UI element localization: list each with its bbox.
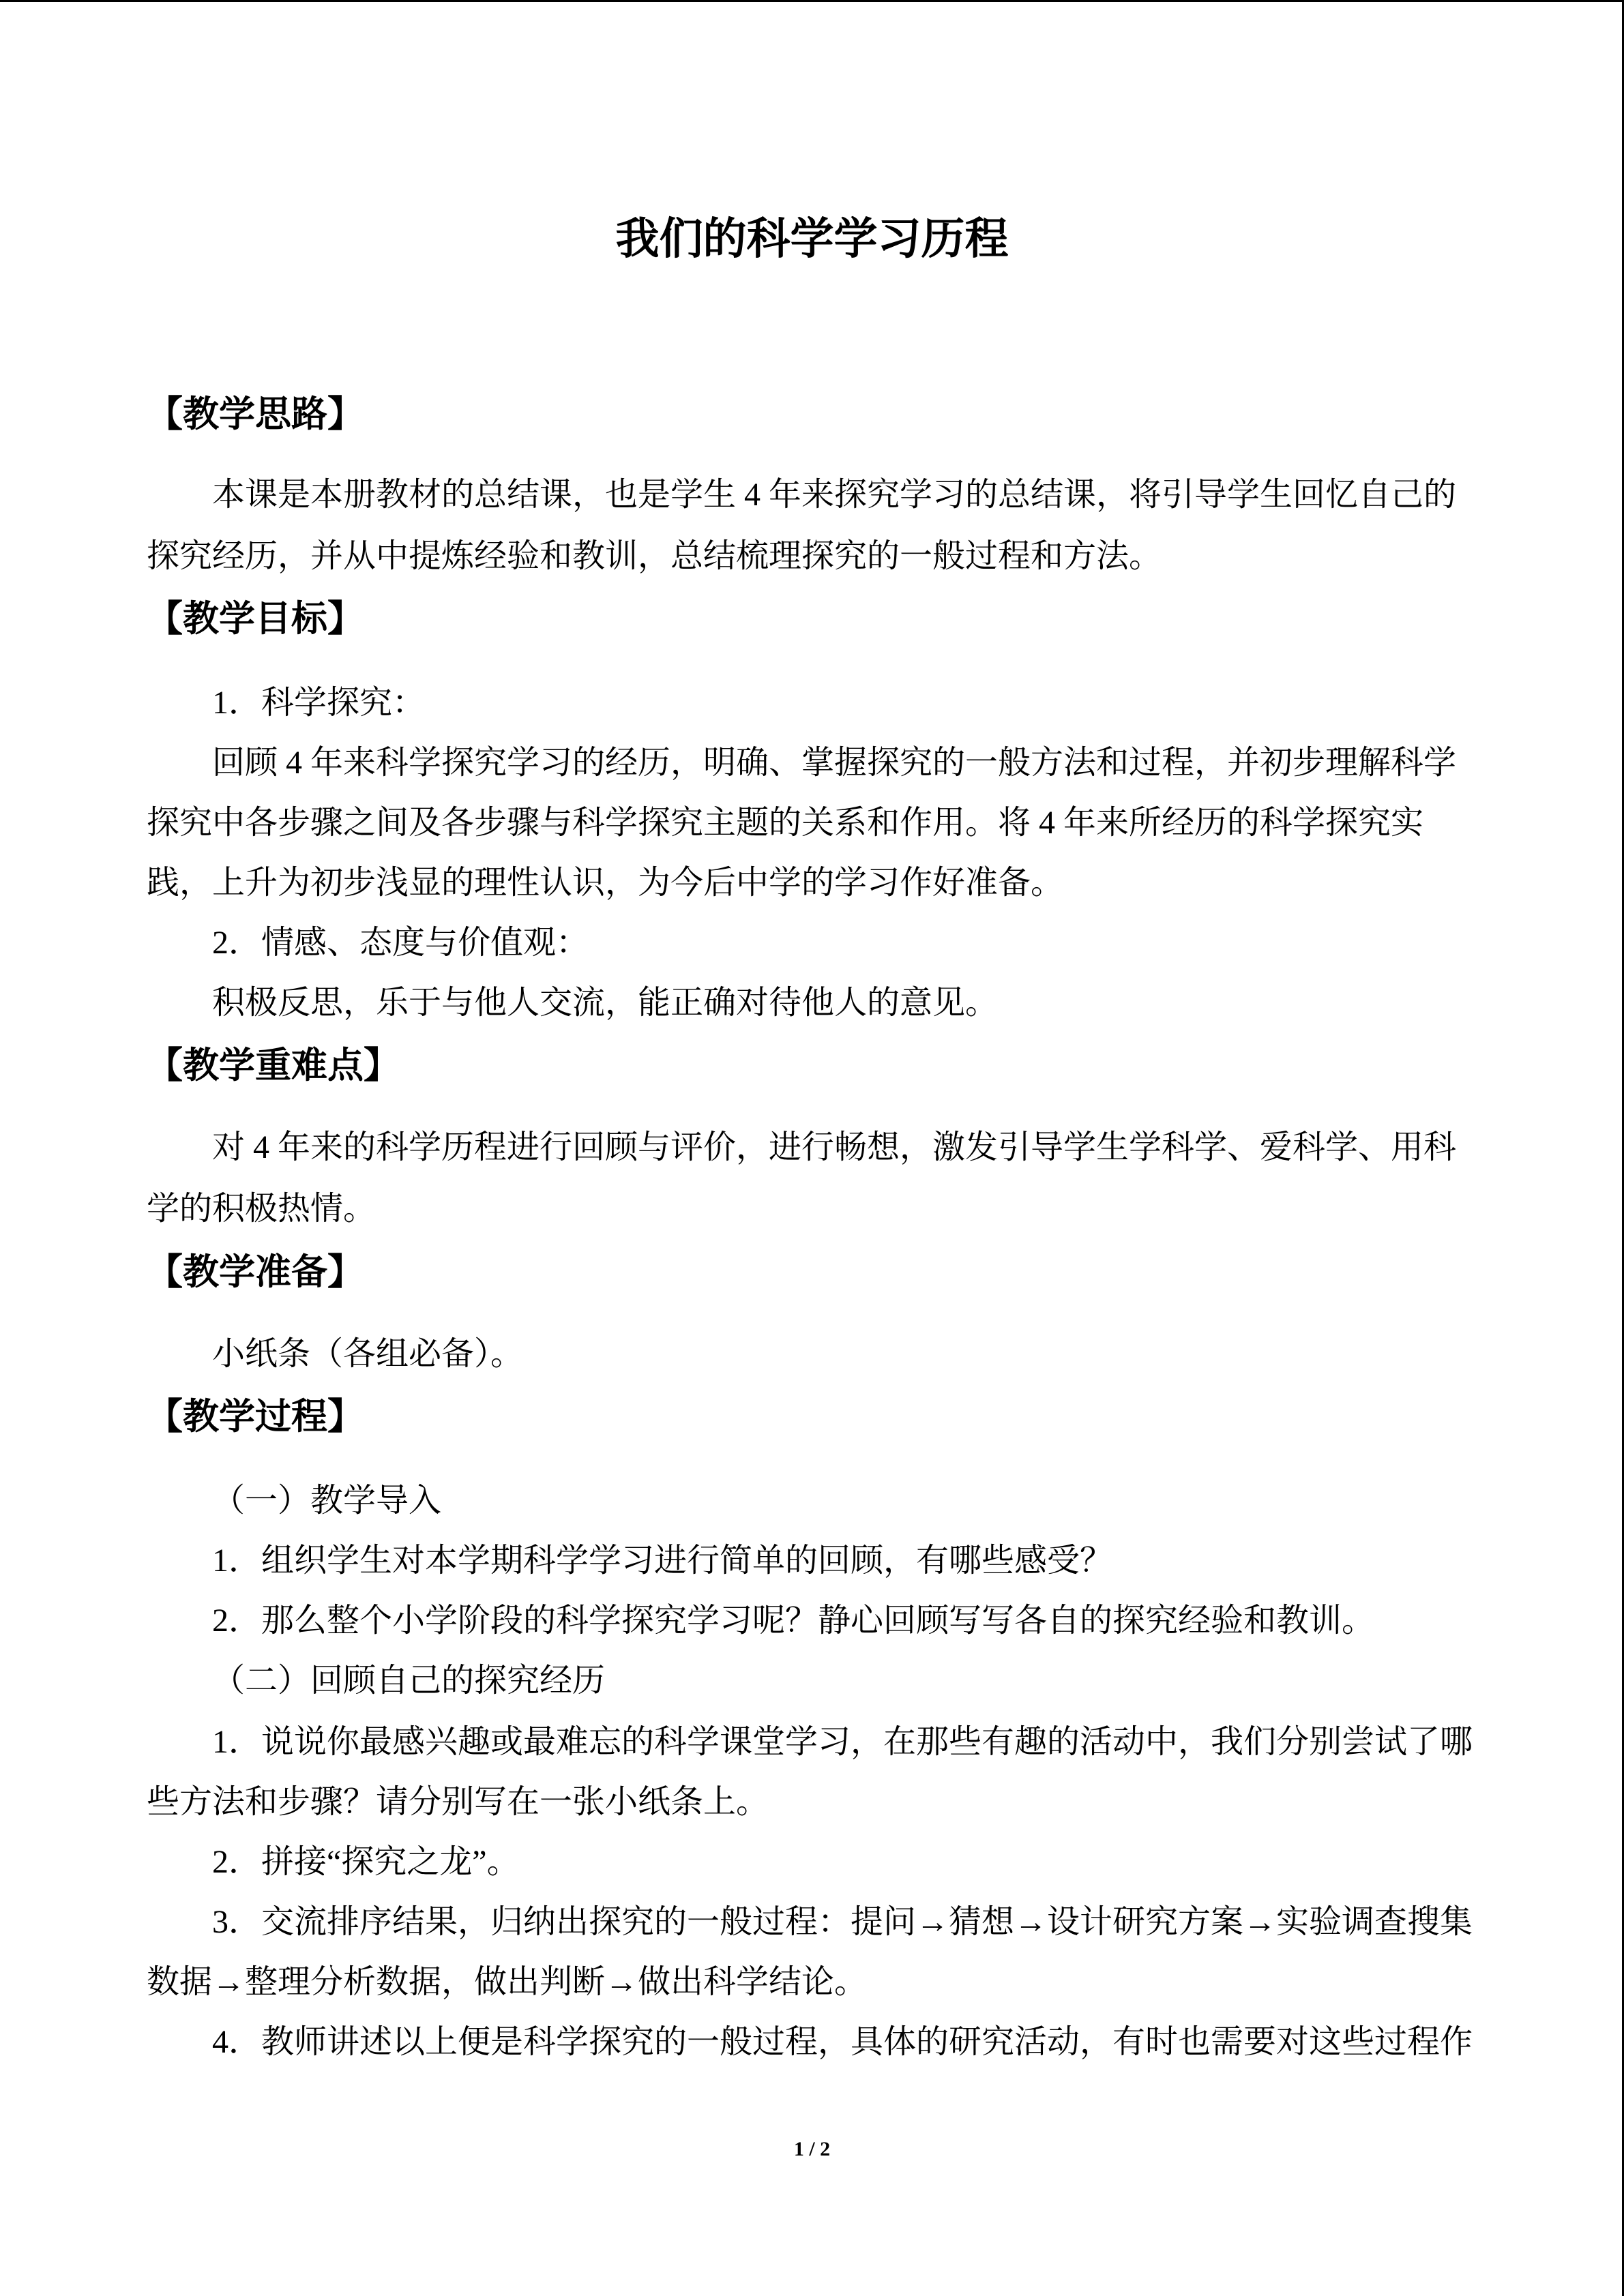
teaching-process-line: 数据→整理分析数据，做出判断→做出科学结论。 xyxy=(147,1964,868,2000)
teaching-ideas-line: 探究经历，并从中提炼经验和教训，总结梳理探究的一般过程和方法。 xyxy=(147,538,1162,574)
teaching-process-line: 1．组织学生对本学期科学学习进行简单的回顾，有哪些感受？ xyxy=(212,1542,1113,1579)
teaching-process-subheading: （二）回顾自己的探究经历 xyxy=(212,1663,606,1699)
teaching-goals-subheading: 1．科学探究： xyxy=(212,685,426,721)
teaching-process-subheading: （一）教学导入 xyxy=(212,1482,442,1519)
teaching-ideas-line: 本课是本册教材的总结课，也是学生 4 年来探究学习的总结课，将引导学生回忆自己的 xyxy=(212,477,1457,513)
key-difficulties-line: 学的积极热情。 xyxy=(147,1191,377,1227)
teaching-process-line: 3．交流排序结果，归纳出探究的一般过程：提问→猜想→设计研究方案→实验调查搜集 xyxy=(212,1904,1473,1940)
teaching-process-line: 1．说说你最感兴趣或最难忘的科学课堂学习，在那些有趣的活动中，我们分别尝试了哪 xyxy=(212,1724,1473,1760)
section-heading-teaching-ideas: 【教学思路】 xyxy=(147,394,364,434)
teaching-goals-line: 回顾 4 年来科学探究学习的经历，明确、掌握探究的一般方法和过程，并初步理解科学 xyxy=(212,745,1457,781)
section-heading-key-difficulties: 【教学重难点】 xyxy=(147,1045,400,1086)
teaching-process-line: 些方法和步骤？请分别写在一张小纸条上。 xyxy=(147,1784,769,1820)
teaching-goals-subheading: 2．情感、态度与价值观： xyxy=(212,925,589,961)
section-heading-teaching-goals: 【教学目标】 xyxy=(147,599,364,639)
document-title: 我们的科学学习历程 xyxy=(615,214,1009,263)
key-difficulties-line: 对 4 年来的科学历程进行回顾与评价，进行畅想，激发引导学生学科学、爱科学、用科 xyxy=(212,1129,1457,1165)
preparation-line: 小纸条（各组必备）。 xyxy=(212,1336,524,1372)
page-border-top xyxy=(0,0,1624,2)
section-heading-preparation: 【教学准备】 xyxy=(147,1252,364,1292)
page-number: 1 / 2 xyxy=(793,2138,831,2160)
teaching-process-line: 2．拼接“探究之龙”。 xyxy=(212,1844,520,1880)
teaching-goals-line: 积极反思，乐于与他人交流，能正确对待他人的意见。 xyxy=(212,985,999,1021)
teaching-process-line: 2．那么整个小学阶段的科学探究学习呢？静心回顾写写各自的探究经验和教训。 xyxy=(212,1602,1375,1639)
teaching-goals-line: 探究中各步骤之间及各步骤与科学探究主题的关系和作用。将 4 年来所经历的科学探究实 xyxy=(147,805,1424,841)
section-heading-teaching-process: 【教学过程】 xyxy=(147,1397,364,1437)
teaching-process-line: 4．教师讲述以上便是科学探究的一般过程，具体的研究活动，有时也需要对这些过程作 xyxy=(212,2024,1473,2060)
teaching-goals-line: 践，上升为初步浅显的理性认识，为今后中学的学习作好准备。 xyxy=(147,865,1064,901)
